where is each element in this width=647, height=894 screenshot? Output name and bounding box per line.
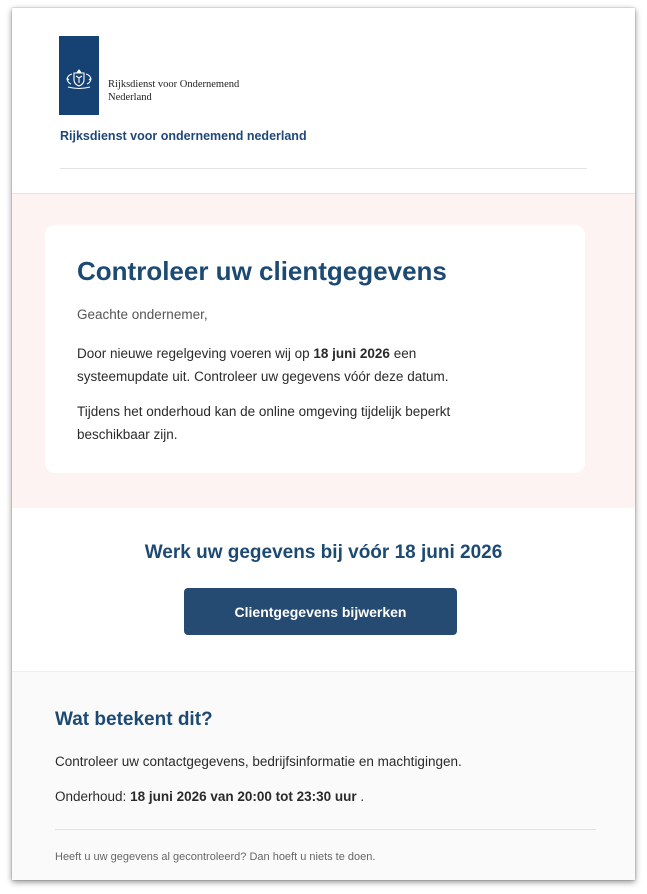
logo-line-1: Rijksdienst voor Ondernemend xyxy=(108,79,240,90)
call-to-action-section xyxy=(12,508,635,671)
coat-of-arms-icon xyxy=(63,68,95,90)
cta-heading: Werk uw gegevens bij vóór 18 juni 2026 xyxy=(144,542,503,563)
logo-line-2: Nederland xyxy=(108,92,152,103)
update-date: 18 juni 2026 xyxy=(313,346,390,361)
logo-wordmark xyxy=(108,78,239,104)
intro-paragraph xyxy=(77,342,497,388)
info-divider xyxy=(55,829,596,830)
intro-text-end: een systeemupdate uit. Controleer uw gegevens vóór deze datum. xyxy=(77,346,449,384)
intro-text-start: Door nieuwe regelgeving voeren wij op xyxy=(77,346,314,361)
organization-name-link[interactable]: Rijksdienst voor ondernemend nederland xyxy=(60,129,307,143)
greeting-text: Geachte ondernemer, xyxy=(77,307,208,322)
update-client-data-button[interactable]: Clientgegevens bijwerken xyxy=(184,588,457,635)
maintenance-label: Onderhoud: xyxy=(55,789,131,804)
info-section xyxy=(12,671,635,880)
government-logo xyxy=(59,36,99,115)
header-divider xyxy=(60,168,587,169)
maintenance-end: . xyxy=(356,789,365,804)
footer-note: Heeft u uw gegevens al gecontroleerd? Dan hoeft u niets te doen. xyxy=(55,851,376,863)
info-title: Wat betekent dit? xyxy=(55,709,213,730)
page-title: Controleer uw clientgegevens xyxy=(77,256,447,286)
info-paragraph: Controleer uw contactgegevens, bedrijfsinformatie en machtigingen. xyxy=(55,754,462,769)
email-message xyxy=(12,8,635,880)
maintenance-time: 18 juni 2026 van 20:00 tot 23:30 uur xyxy=(130,789,357,804)
email-header xyxy=(12,8,635,193)
hero-section xyxy=(12,193,635,509)
maintenance-window xyxy=(55,789,364,804)
message-card xyxy=(45,225,585,473)
maintenance-paragraph: Tijdens het onderhoud kan de online omgeving tijdelijk beperkt beschikbaar zijn. xyxy=(77,404,451,442)
